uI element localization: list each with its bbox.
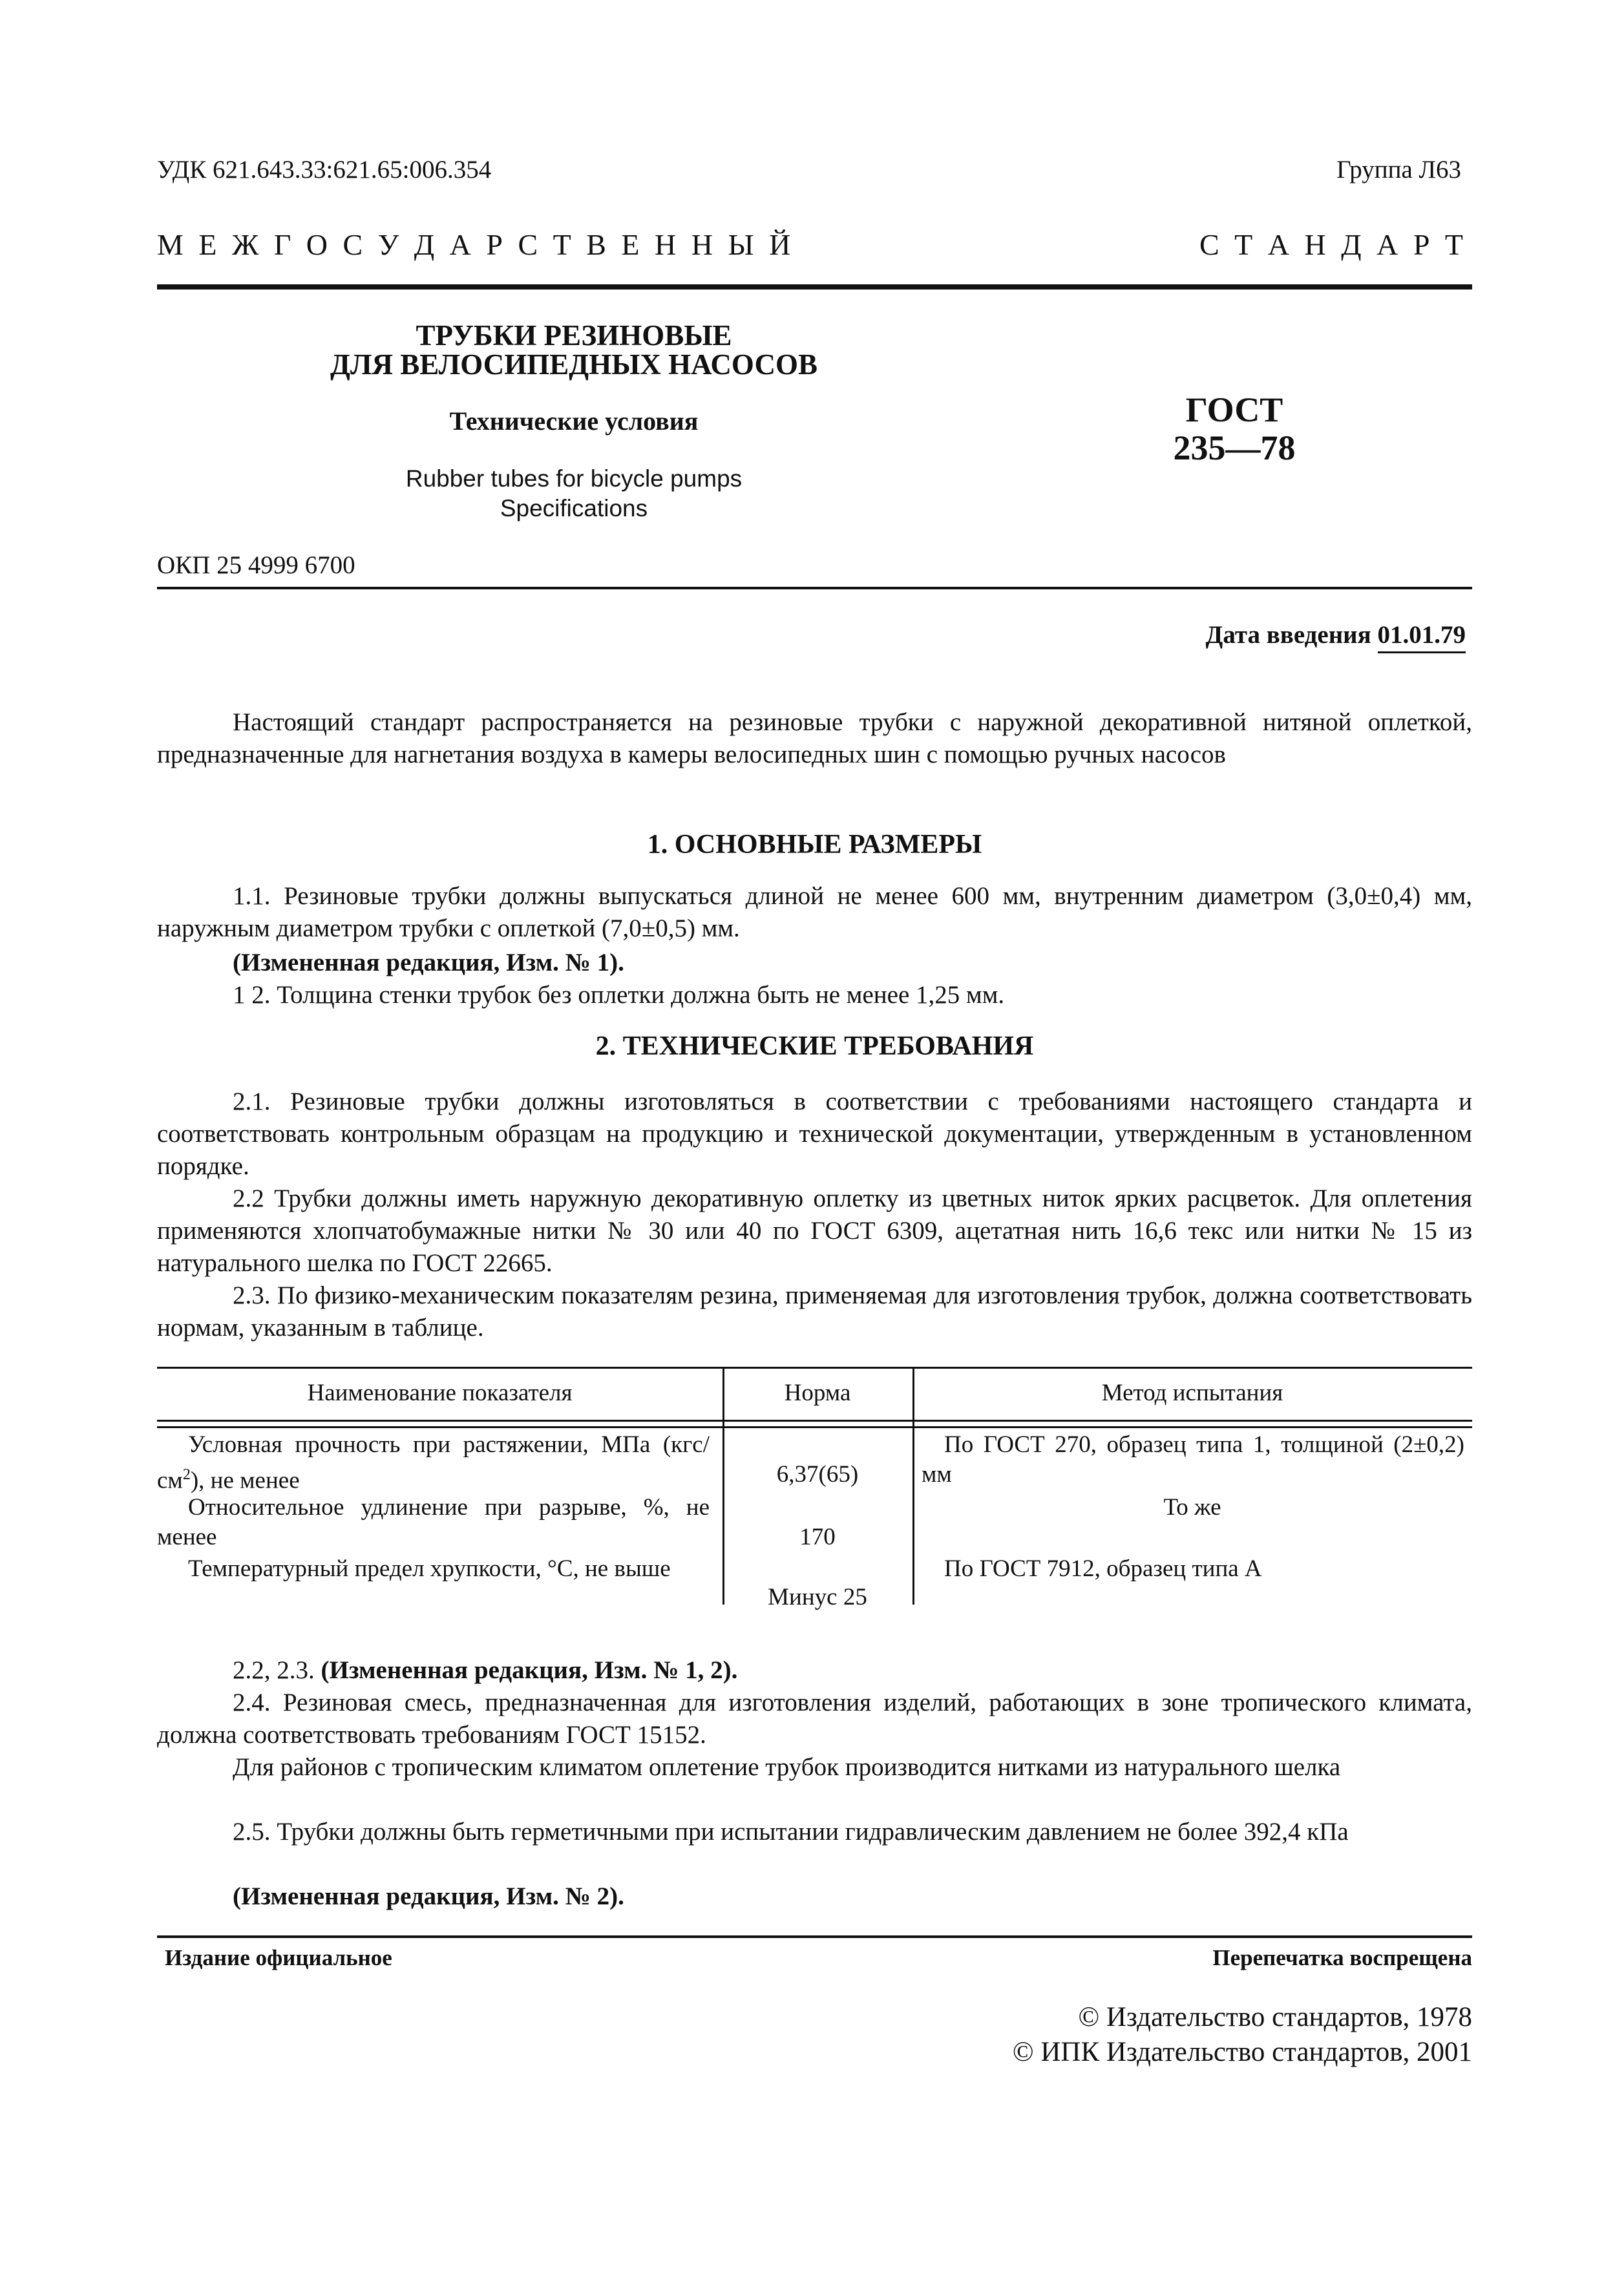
- intro-paragraph: Настоящий стандарт распространяется на резиновые трубки с наружной декоративной нитяной оплеткой, предназначенные для нагнетания воздуха в камеры велосипедных шин с помощью ручных насосов: [157, 708, 1472, 768]
- english-title: [157, 464, 991, 523]
- standard-label-left: М Е Ж Г О С У Д А Р С Т В Е Н Н Ы Й: [157, 228, 795, 261]
- header-rule: [157, 284, 1472, 290]
- title-line-1: ТРУБКИ РЕЗИНОВЫЕ: [416, 319, 732, 352]
- section-2-heading: 2. ТЕХНИЧЕСКИЕ ТРЕБОВАНИЯ: [595, 1031, 1034, 1061]
- paragraph-2-4-tropics: Для районов с тропическим климатом оплетение трубок производится нитками из натурального шелка: [233, 1753, 1341, 1781]
- udk-code: УДК 621.643.33:621.65:006.354: [157, 156, 492, 184]
- official-edition: Издание официальное: [165, 1945, 392, 1970]
- date-label: Дата введения: [1205, 621, 1371, 649]
- table-row-3-norm: Минус 25: [768, 1584, 867, 1610]
- paragraph-2-2: 2.2 Трубки должны иметь наружную декоративную оплетку из цветных ниток ярких расцветок. Для оплетения применяются хлопчатобумажные нитки № 30 или 40 по ГОСТ 6309, ацетатная нить 16,6 текс или нитки № 15 из натурального шелка по ГОСТ 22665.: [157, 1185, 1472, 1277]
- paragraph-2-4: 2.4. Резиновая смесь, предназначенная для изготовления изделий, работающих в зоне тропического климата, должна соответствовать требованиям ГОСТ 15152.: [157, 1689, 1472, 1749]
- paragraph-2-1: 2.1. Резиновые трубки должны изготовляться в соответствии с требованиями настоящего стандарта и соответствовать контрольным образцам на продукцию и технической документации, утвержденным в установленном порядке.: [157, 1088, 1472, 1180]
- gost-number: 235—78: [1173, 428, 1296, 467]
- title-line-2: ДЛЯ ВЕЛОСИПЕДНЫХ НАСОСОВ: [330, 348, 817, 381]
- table-header-method: Метод испытания: [1101, 1380, 1283, 1406]
- reprint-prohibited: Перепечатка воспрещена: [1212, 1945, 1472, 1970]
- paragraph-2-5: 2.5. Трубки должны быть герметичными при испытании гидравлическим давлением не более 392,4 кПа: [233, 1818, 1349, 1846]
- table-row-1-method: По ГОСТ 270, образец типа 1, толщиной (2±0,2) мм: [922, 1431, 1464, 1488]
- amendment-note-2-3-prefix: 2.2, 2.3.: [233, 1656, 315, 1684]
- table-row-2-method: То же: [1163, 1494, 1221, 1521]
- copyright-1978: © Издательство стандартов, 1978: [1078, 2002, 1472, 2032]
- footer-rule: [157, 1935, 1472, 1938]
- amendment-note-2-5: (Измененная редакция, Изм. № 2).: [233, 1882, 624, 1910]
- table-row-2-name: Относительное удлинение при разрыве, %, не менее: [157, 1494, 710, 1550]
- table-header-norm: Норма: [784, 1380, 851, 1406]
- table-row-2-norm: 170: [799, 1524, 836, 1550]
- table-row-3-method: По ГОСТ 7912, образец типа А: [944, 1555, 1262, 1582]
- table-row-3-name: Температурный предел хрупкости, °С, не выше: [188, 1555, 671, 1582]
- english-title-line-2: Specifications: [500, 495, 648, 522]
- table-header-rule-2: [157, 1426, 1472, 1428]
- table-header-rule-1: [157, 1420, 1472, 1422]
- paragraph-1-2: 1 2. Толщина стенки трубок без оплетки должна быть не менее 1,25 мм.: [233, 981, 1005, 1009]
- paragraph-1-1: 1.1. Резиновые трубки должны выпускаться длиной не менее 600 мм, внутренним диаметром (3,0±0,4) мм, наружным диаметром трубки с оплеткой (7,0±0,5) мм.: [157, 882, 1472, 942]
- okp-code: ОКП 25 4999 6700: [157, 551, 355, 579]
- properties-table: [157, 1367, 1472, 1610]
- table-row-1-norm: 6,37(65): [776, 1461, 859, 1488]
- amendment-note-2-3-text: (Измененная редакция, Изм. № 1, 2).: [321, 1656, 738, 1684]
- paragraph-2-3: 2.3. По физико-механическим показателям резина, применяемая для изготовления трубок, должна соответствовать нормам, указанным в таблице.: [157, 1281, 1472, 1342]
- date-value: 01.01.79: [1378, 621, 1466, 653]
- table-row-1-name: Условная прочность при растяжении, МПа $(кгс/см^2)$, не менее: [157, 1431, 710, 1494]
- standard-label-right: С Т А Н Д А Р Т: [1199, 228, 1467, 261]
- section-1-heading: 1. ОСНОВНЫЕ РАЗМЕРЫ: [647, 830, 982, 859]
- gost-label: ГОСТ: [1185, 390, 1283, 429]
- table-top-rule: [157, 1367, 1472, 1369]
- title-rule: [157, 587, 1472, 589]
- table-header-name: Наименование показателя: [307, 1380, 573, 1406]
- group-code: Группа Л63: [1336, 156, 1461, 184]
- amendment-note-2-3: [233, 1654, 1472, 1687]
- subtitle: Технические условия: [449, 406, 699, 436]
- copyright-2001: © ИПК Издательство стандартов, 2001: [1012, 2037, 1472, 2067]
- amendment-note-1: (Измененная редакция, Изм. № 1).: [233, 949, 624, 976]
- english-title-line-1: Rubber tubes for bicycle pumps: [405, 465, 743, 492]
- copyright-block: [1013, 2000, 1472, 2070]
- introduction-date: [1206, 620, 1466, 649]
